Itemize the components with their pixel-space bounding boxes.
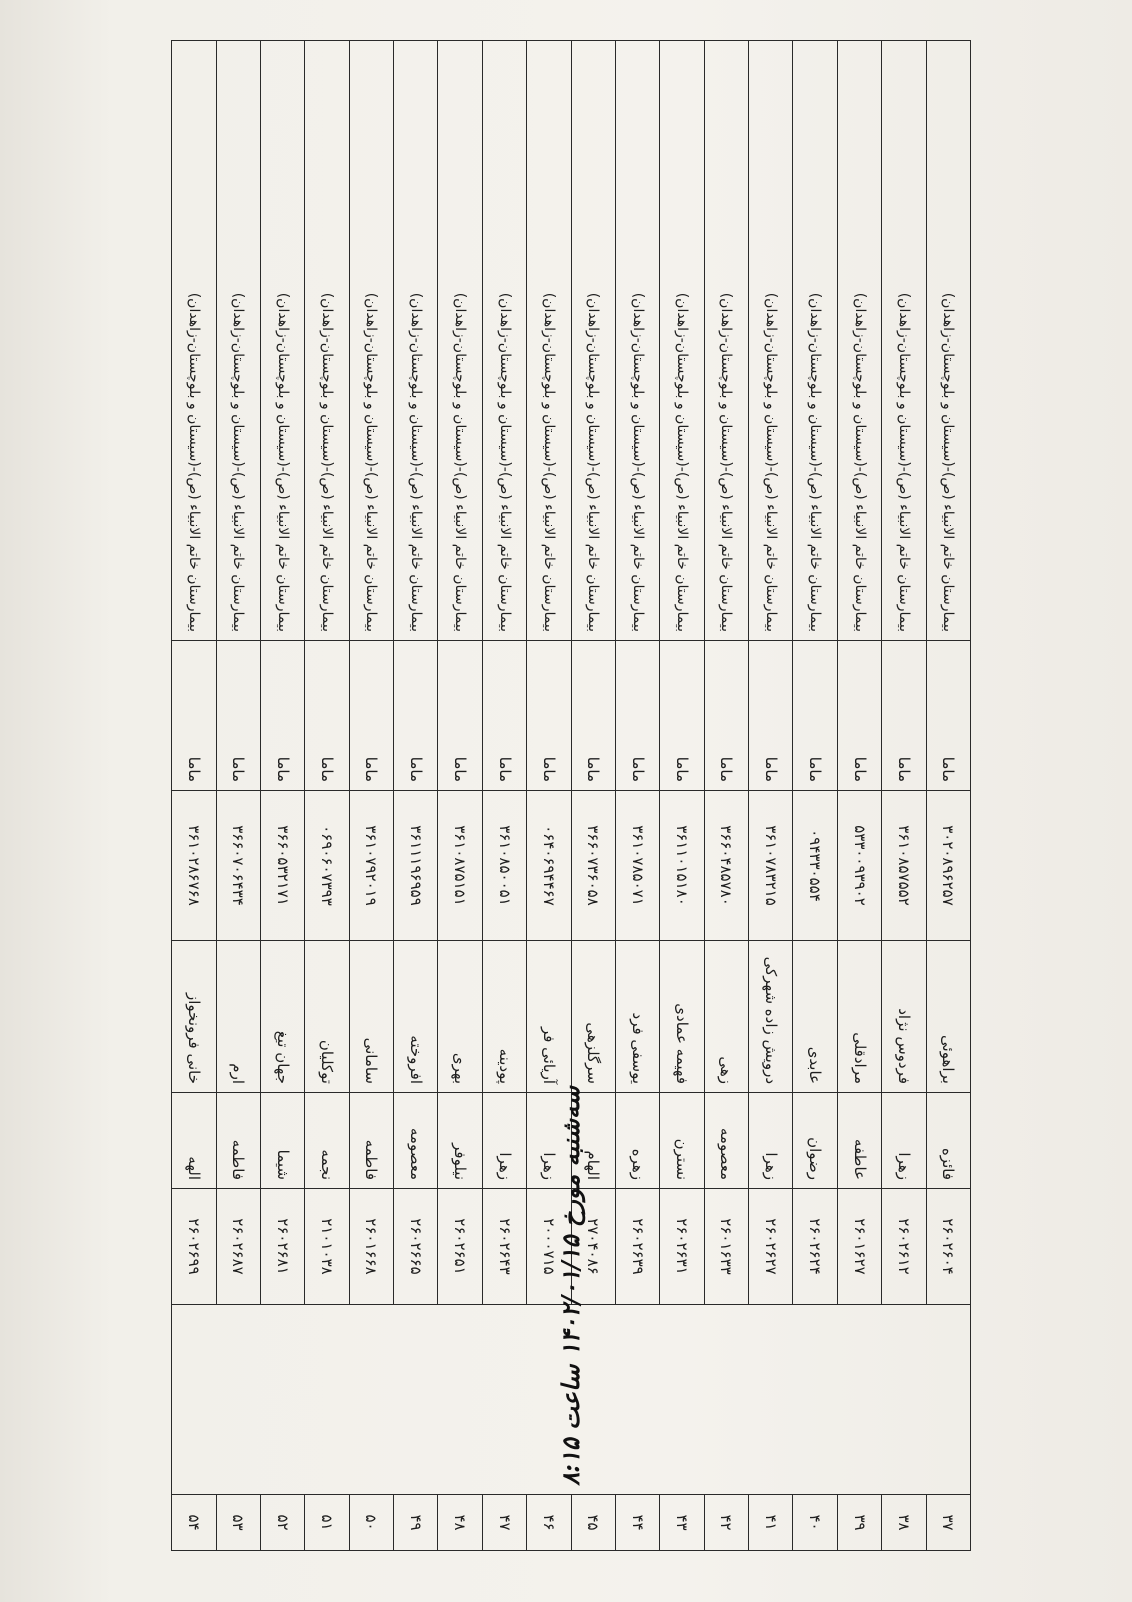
hospital-name: بیمارستان خاتم الانبیاء (ص)-(سیستان و بلوچستان-زاهدان) — [305, 41, 349, 641]
last-name: سامانی — [349, 941, 393, 1093]
hospital-name: بیمارستان خاتم الانبیاء (ص)-(سیستان و بلوچستان-زاهدان) — [837, 41, 881, 641]
row-number: ۵۳ — [216, 1495, 260, 1551]
role: ماما — [394, 641, 438, 791]
hospital-name: بیمارستان خاتم الانبیاء (ص)-(سیستان و بلوچستان-زاهدان) — [172, 41, 217, 641]
staff-code: ۲۶۰۲۶۳۱ — [660, 1189, 704, 1305]
role: ماما — [216, 641, 260, 791]
staff-code: ۲۶۰۲۶۹۹ — [172, 1189, 217, 1305]
row-number: ۴۳ — [660, 1495, 704, 1551]
role: ماما — [749, 641, 793, 791]
hospital-name: بیمارستان خاتم الانبیاء (ص)-(سیستان و بلوچستان-زاهدان) — [527, 41, 571, 641]
last-name: عابدی — [793, 941, 837, 1093]
row-number: ۴۲ — [704, 1495, 748, 1551]
hospital-name: بیمارستان خاتم الانبیاء (ص)-(سیستان و بلوچستان-زاهدان) — [349, 41, 393, 641]
phone-number: ۳۶۱۰۷۹۲۰۱۹ — [349, 791, 393, 941]
last-name: آریائی فر — [527, 941, 571, 1093]
hospital-name: بیمارستان خاتم الانبیاء (ص)-(سیستان و بلوچستان-زاهدان) — [394, 41, 438, 641]
staff-code: ۲۶۰۲۶۴۳ — [482, 1189, 526, 1305]
role: ماما — [616, 641, 660, 791]
staff-code: ۲۷۰۴۰۸۶ — [571, 1189, 615, 1305]
first-name: شیما — [261, 1093, 305, 1189]
phone-number: ۳۶۶۰۴۸۵۷۸۰ — [704, 791, 748, 941]
last-name: یوسفی فرد — [616, 941, 660, 1093]
role: ماما — [527, 641, 571, 791]
staff-code: ۲۶۰۲۶۸۷ — [216, 1189, 260, 1305]
role: ماما — [882, 641, 926, 791]
last-name: زهی — [704, 941, 748, 1093]
hospital-name: بیمارستان خاتم الانبیاء (ص)-(سیستان و بلوچستان-زاهدان) — [660, 41, 704, 641]
staff-code: ۲۱۰۱۰۳۸ — [305, 1189, 349, 1305]
table-row — [926, 41, 970, 1551]
role: ماما — [305, 641, 349, 791]
phone-number: ۳۶۱۱۱۹۶۹۵۹ — [394, 791, 438, 941]
staff-code: ۲۶۰۱۶۶۸ — [349, 1189, 393, 1305]
hospital-name: بیمارستان خاتم الانبیاء (ص)-(سیستان و بلوچستان-زاهدان) — [261, 41, 305, 641]
staff-code: ۲۶۰۲۶۶۵ — [394, 1189, 438, 1305]
hospital-name: بیمارستان خاتم الانبیاء (ص)-(سیستان و بلوچستان-زاهدان) — [704, 41, 748, 641]
role: ماما — [704, 641, 748, 791]
hospital-name: بیمارستان خاتم الانبیاء (ص)-(سیستان و بلوچستان-زاهدان) — [616, 41, 660, 641]
first-name: نسترن — [660, 1093, 704, 1189]
row-number: ۵۴ — [172, 1495, 217, 1551]
row-number: ۵۱ — [305, 1495, 349, 1551]
first-name: فاطمه — [216, 1093, 260, 1189]
staff-table — [171, 40, 971, 1551]
row-number: ۵۲ — [261, 1495, 305, 1551]
row-number: ۴۵ — [571, 1495, 615, 1551]
hospital-name: بیمارستان خاتم الانبیاء (ص)-(سیستان و بلوچستان-زاهدان) — [482, 41, 526, 641]
hospital-name: بیمارستان خاتم الانبیاء (ص)-(سیستان و بلوچستان-زاهدان) — [793, 41, 837, 641]
first-name: نیلوفر — [438, 1093, 482, 1189]
role: ماما — [172, 641, 217, 791]
staff-code: ۲۶۰۲۶۳۹ — [616, 1189, 660, 1305]
phone-number: ۵۳۳۰۰۹۳۹۰۲ — [837, 791, 881, 941]
phone-number: ۰۹۴۳۳۰۵۵۴ — [793, 791, 837, 941]
hospital-name: بیمارستان خاتم الانبیاء (ص)-(سیستان و بلوچستان-زاهدان) — [926, 41, 970, 641]
phone-number: ۳۶۱۰۸۷۵۱۵۱ — [438, 791, 482, 941]
table-body — [172, 41, 971, 1551]
row-number: ۴۰ — [793, 1495, 837, 1551]
staff-code: ۲۶۰۱۶۲۷ — [837, 1189, 881, 1305]
last-name: افروخته — [394, 941, 438, 1093]
row-number: ۵۰ — [349, 1495, 393, 1551]
row-number: ۳۹ — [837, 1495, 881, 1551]
role: ماما — [482, 641, 526, 791]
staff-code: ۲۶۰۲۶۲۴ — [793, 1189, 837, 1305]
row-number: ۴۷ — [482, 1495, 526, 1551]
staff-code: ۲۶۰۱۶۳۳ — [704, 1189, 748, 1305]
hospital-name: بیمارستان خاتم الانبیاء (ص)-(سیستان و بلوچستان-زاهدان) — [438, 41, 482, 641]
row-number: ۴۸ — [438, 1495, 482, 1551]
role: ماما — [571, 641, 615, 791]
role: ماما — [438, 641, 482, 791]
phone-number: ۳۶۱۰۸۵۰۰۵۱ — [482, 791, 526, 941]
hospital-name: بیمارستان خاتم الانبیاء (ص)-(سیستان و بلوچستان-زاهدان) — [216, 41, 260, 641]
first-name: زهره — [616, 1093, 660, 1189]
first-name: رضوان — [793, 1093, 837, 1189]
role: ماما — [349, 641, 393, 791]
last-name: سرگلزهی — [571, 941, 615, 1093]
first-name: الهام — [571, 1093, 615, 1189]
last-name: خانی فرونخواز — [172, 941, 217, 1093]
first-name: زهرا — [882, 1093, 926, 1189]
last-name: پودینه — [482, 941, 526, 1093]
row-number: ۴۶ — [527, 1495, 571, 1551]
row-number: ۳۸ — [882, 1495, 926, 1551]
phone-number: ۳۶۱۰۷۸۵۰۷۱ — [616, 791, 660, 941]
last-name: بهری — [438, 941, 482, 1093]
first-name: فائزه — [926, 1093, 970, 1189]
first-name: زهرا — [482, 1093, 526, 1189]
hospital-name: بیمارستان خاتم الانبیاء (ص)-(سیستان و بلوچستان-زاهدان) — [571, 41, 615, 641]
first-name: فاطمه — [349, 1093, 393, 1189]
last-name: درویش زاده شهرکی — [749, 941, 793, 1093]
phone-number: ۰۶۹۰۶۰۷۳۹۳ — [305, 791, 349, 941]
phone-number: ۰۶۴۰۶۹۴۴۶۷ — [527, 791, 571, 941]
phone-number: ۳۶۶۰۵۳۲۱۷۱ — [261, 791, 305, 941]
last-name: جهان تیغ — [261, 941, 305, 1093]
row-number: ۴۹ — [394, 1495, 438, 1551]
staff-code: ۲۶۰۲۶۰۴ — [926, 1189, 970, 1305]
first-name: نجمه — [305, 1093, 349, 1189]
staff-code: ۲۶۰۲۶۱۲ — [882, 1189, 926, 1305]
last-name: فردوس نژاد — [882, 941, 926, 1093]
row-number: ۳۷ — [926, 1495, 970, 1551]
row-number: ۴۴ — [616, 1495, 660, 1551]
role: ماما — [793, 641, 837, 791]
phone-number: ۳۶۶۰۷۰۶۴۳۴ — [216, 791, 260, 941]
staff-code: ۲۶۰۲۶۲۷ — [749, 1189, 793, 1305]
phone-number: ۳۶۱۰۲۸۶۷۶۸ — [172, 791, 217, 941]
first-name: عاطفه — [837, 1093, 881, 1189]
staff-code: ۲۶۰۲۶۸۱ — [261, 1189, 305, 1305]
phone-number: ۳۰۲۰۸۹۶۲۵۷ — [926, 791, 970, 941]
row-number: ۴۱ — [749, 1495, 793, 1551]
handwritten-note: سه‌شنبه مورخ ۱۴۰۲/۰۱/۱۵ ساعت ۸:۱۵ — [556, 1086, 586, 1486]
hospital-name: بیمارستان خاتم الانبیاء (ص)-(سیستان و بلوچستان-زاهدان) — [749, 41, 793, 641]
phone-number: ۳۶۶۰۷۳۶۰۵۸ — [571, 791, 615, 941]
rotated-sheet — [171, 40, 971, 1550]
phone-number: ۳۶۱۰۷۸۳۲۱۵ — [749, 791, 793, 941]
last-name: توکلیان — [305, 941, 349, 1093]
first-name: معصومه — [394, 1093, 438, 1189]
phone-number: ۳۶۱۱۰۱۵۱۸۰ — [660, 791, 704, 941]
role: ماما — [261, 641, 305, 791]
staff-code: ۲۶۰۲۶۵۱ — [438, 1189, 482, 1305]
first-name: معصومه — [704, 1093, 748, 1189]
role: ماما — [837, 641, 881, 791]
hospital-name: بیمارستان خاتم الانبیاء (ص)-(سیستان و بلوچستان-زاهدان) — [882, 41, 926, 641]
role: ماما — [926, 641, 970, 791]
first-name: زهرا — [749, 1093, 793, 1189]
last-name: فهیمه عمادی — [660, 941, 704, 1093]
phone-number: ۳۶۱۰۸۵۷۵۵۲ — [882, 791, 926, 941]
last-name: ارم — [216, 941, 260, 1093]
last-name: مرادقلی — [837, 941, 881, 1093]
staff-code: ۲۰۰۰۷۱۵ — [527, 1189, 571, 1305]
last-name: براهوئی — [926, 941, 970, 1093]
role: ماما — [660, 641, 704, 791]
first-name: الهه — [172, 1093, 217, 1189]
first-name: زهرا — [527, 1093, 571, 1189]
